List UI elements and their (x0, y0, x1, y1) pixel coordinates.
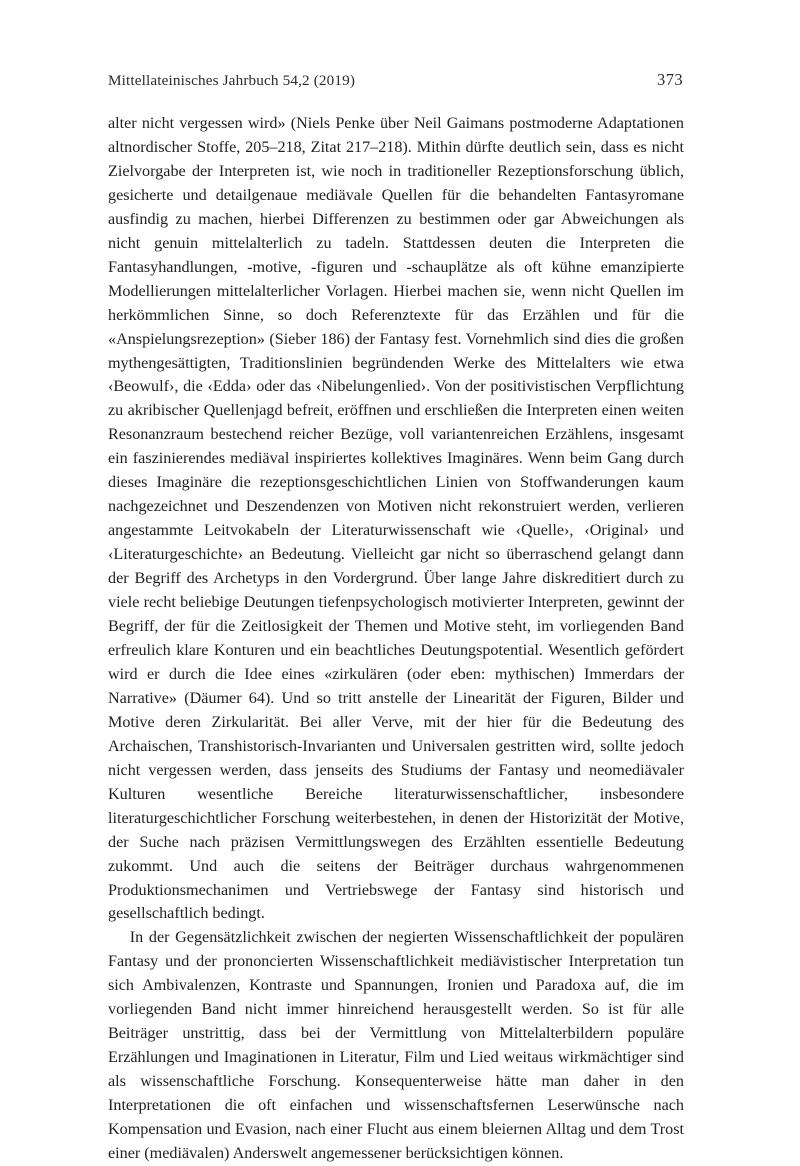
running-head (108, 70, 683, 90)
paragraph-2: In der Gegensätzlichkeit zwischen der negierten Wissenschaftlichkeit der populären Fantasy und der prononcierten Wissenschaftlichkeit mediävistischer Interpretation tun sich Ambivalenzen, Kontraste und Spannungen, Ironien und Paradoxa auf, die im vorliegenden Band nicht immer hinreichend herausgestellt werden. So ist für alle Beiträger unstrittig, dass bei der Vermittlung von Mittelalterbildern populäre Erzählungen und Imaginationen in Literatur, Film und Lied weitaus wirkmächtiger sind als wissenschaftliche Forschung. Konsequenterweise hätte man daher in den Interpretationen die oft einfachen und wissenschaftsfernen Leserwünsche nach Kompensation und Evasion, nach einer Flucht aus einem bleiernen Alltag und dem Trost einer (mediävalen) Anderswelt angemessener berücksichtigen können. (108, 929, 684, 1162)
running-head-title: Mittellateinisches Jahrbuch 54,2 (2019) (108, 72, 356, 89)
body-text-column (108, 112, 684, 1166)
paragraph-1: alter nicht vergessen wird» (Niels Penke über Neil Gaimans postmoderne Adaptationen altnordischer Stoffe, 205–218, Zitat 217–218). Mithin dürfte deutlich sein, dass es nicht Zielvorgabe der Interpreten ist, wie noch in traditioneller Rezeptionsforschung üblich, gesicherte und detailgenaue mediävale Quellen für die behandelten Fantasyromane ausfindig zu machen, hierbei Differenzen zu bestimmen oder gar Abweichungen als nicht genuin mittelalterlich zu tadeln. Stattdessen deuten die Interpreten die Fantasyhandlungen, -motive, -figuren und -schauplätze als oft kühne emanzipierte Modellierungen mittelalterlicher Vorlagen. Hierbei machen sie, wenn nicht Quellen im herkömmlichen Sinne, so doch Referenztexte für das Erzählen und für die «Anspielungsrezeption» (Sieber 186) der Fantasy fest. Vornehmlich sind dies die großen mythengesättigten, Traditionslinien begründenden Werke des Mittelalters wie etwa ‹Beowulf›, die ‹Edda› oder das ‹Nibelungenlied›. Von der positivistischen Verpflichtung zu akribischer Quellenjagd befreit, eröffnen und erschließen die Interpreten einen weiten Resonanzraum bestechend reicher Bezüge, voll variantenreichen Erzählens, insgesamt ein faszinierendes mediäval inspiriertes kollektives Imaginäres. Wenn beim Gang durch dieses Imaginäre die rezeptionsgeschichtlichen Linien von Stoffwanderungen kaum nachgezeichnet und Deszendenzen von Motiven nicht rekonstruiert werden, verlieren angestammte Leitvokabeln der Literaturwissenschaft wie ‹Quelle›, ‹Original› und ‹Literaturgeschichte› an Bedeutung. Vielleicht gar nicht so überraschend gelangt dann der Begriff des Archetyps in den Vordergrund. Über lange Jahre diskreditiert durch zu viele recht beliebige Deutungen tiefenpsychologisch motivierter Interpreten, gewinnt der Begriff, der für die Zeitlosigkeit der Themen und Motive steht, im vorliegenden Band erfreulich klare Konturen und ein beachtliches Deutungspotential. Wesentlich gefördert wird er durch die Idee eines «zirkulären (oder eben: mythischen) Immerdars der Narrative» (Däumer 64). Und so tritt anstelle der Linearität der Figuren, Bilder und Motive deren Zirkularität. Bei aller Verve, mit der hier für die Bedeutung des Archaischen, Transhistorisch-Invarianten und Universalen gestritten wird, sollte jedoch nicht vergessen werden, dass jenseits des Studiums der Fantasy und neomediävaler Kulturen wesentliche Bereiche literaturwissenschaftlicher, insbesondere literaturgeschichtlicher Forschung weiterbestehen, in denen der Historizität der Motive, der Suche nach präzisen Vermittlungswegen des Erzählten essentielle Bedeutung zukommt. Und auch die seitens der Beiträger durchaus wahrgenommenen Produktionsmechanimen und Vertriebswege der Fantasy sind historisch und gesellschaftlich bedingt. (108, 115, 684, 923)
page-number: 373 (657, 70, 683, 89)
